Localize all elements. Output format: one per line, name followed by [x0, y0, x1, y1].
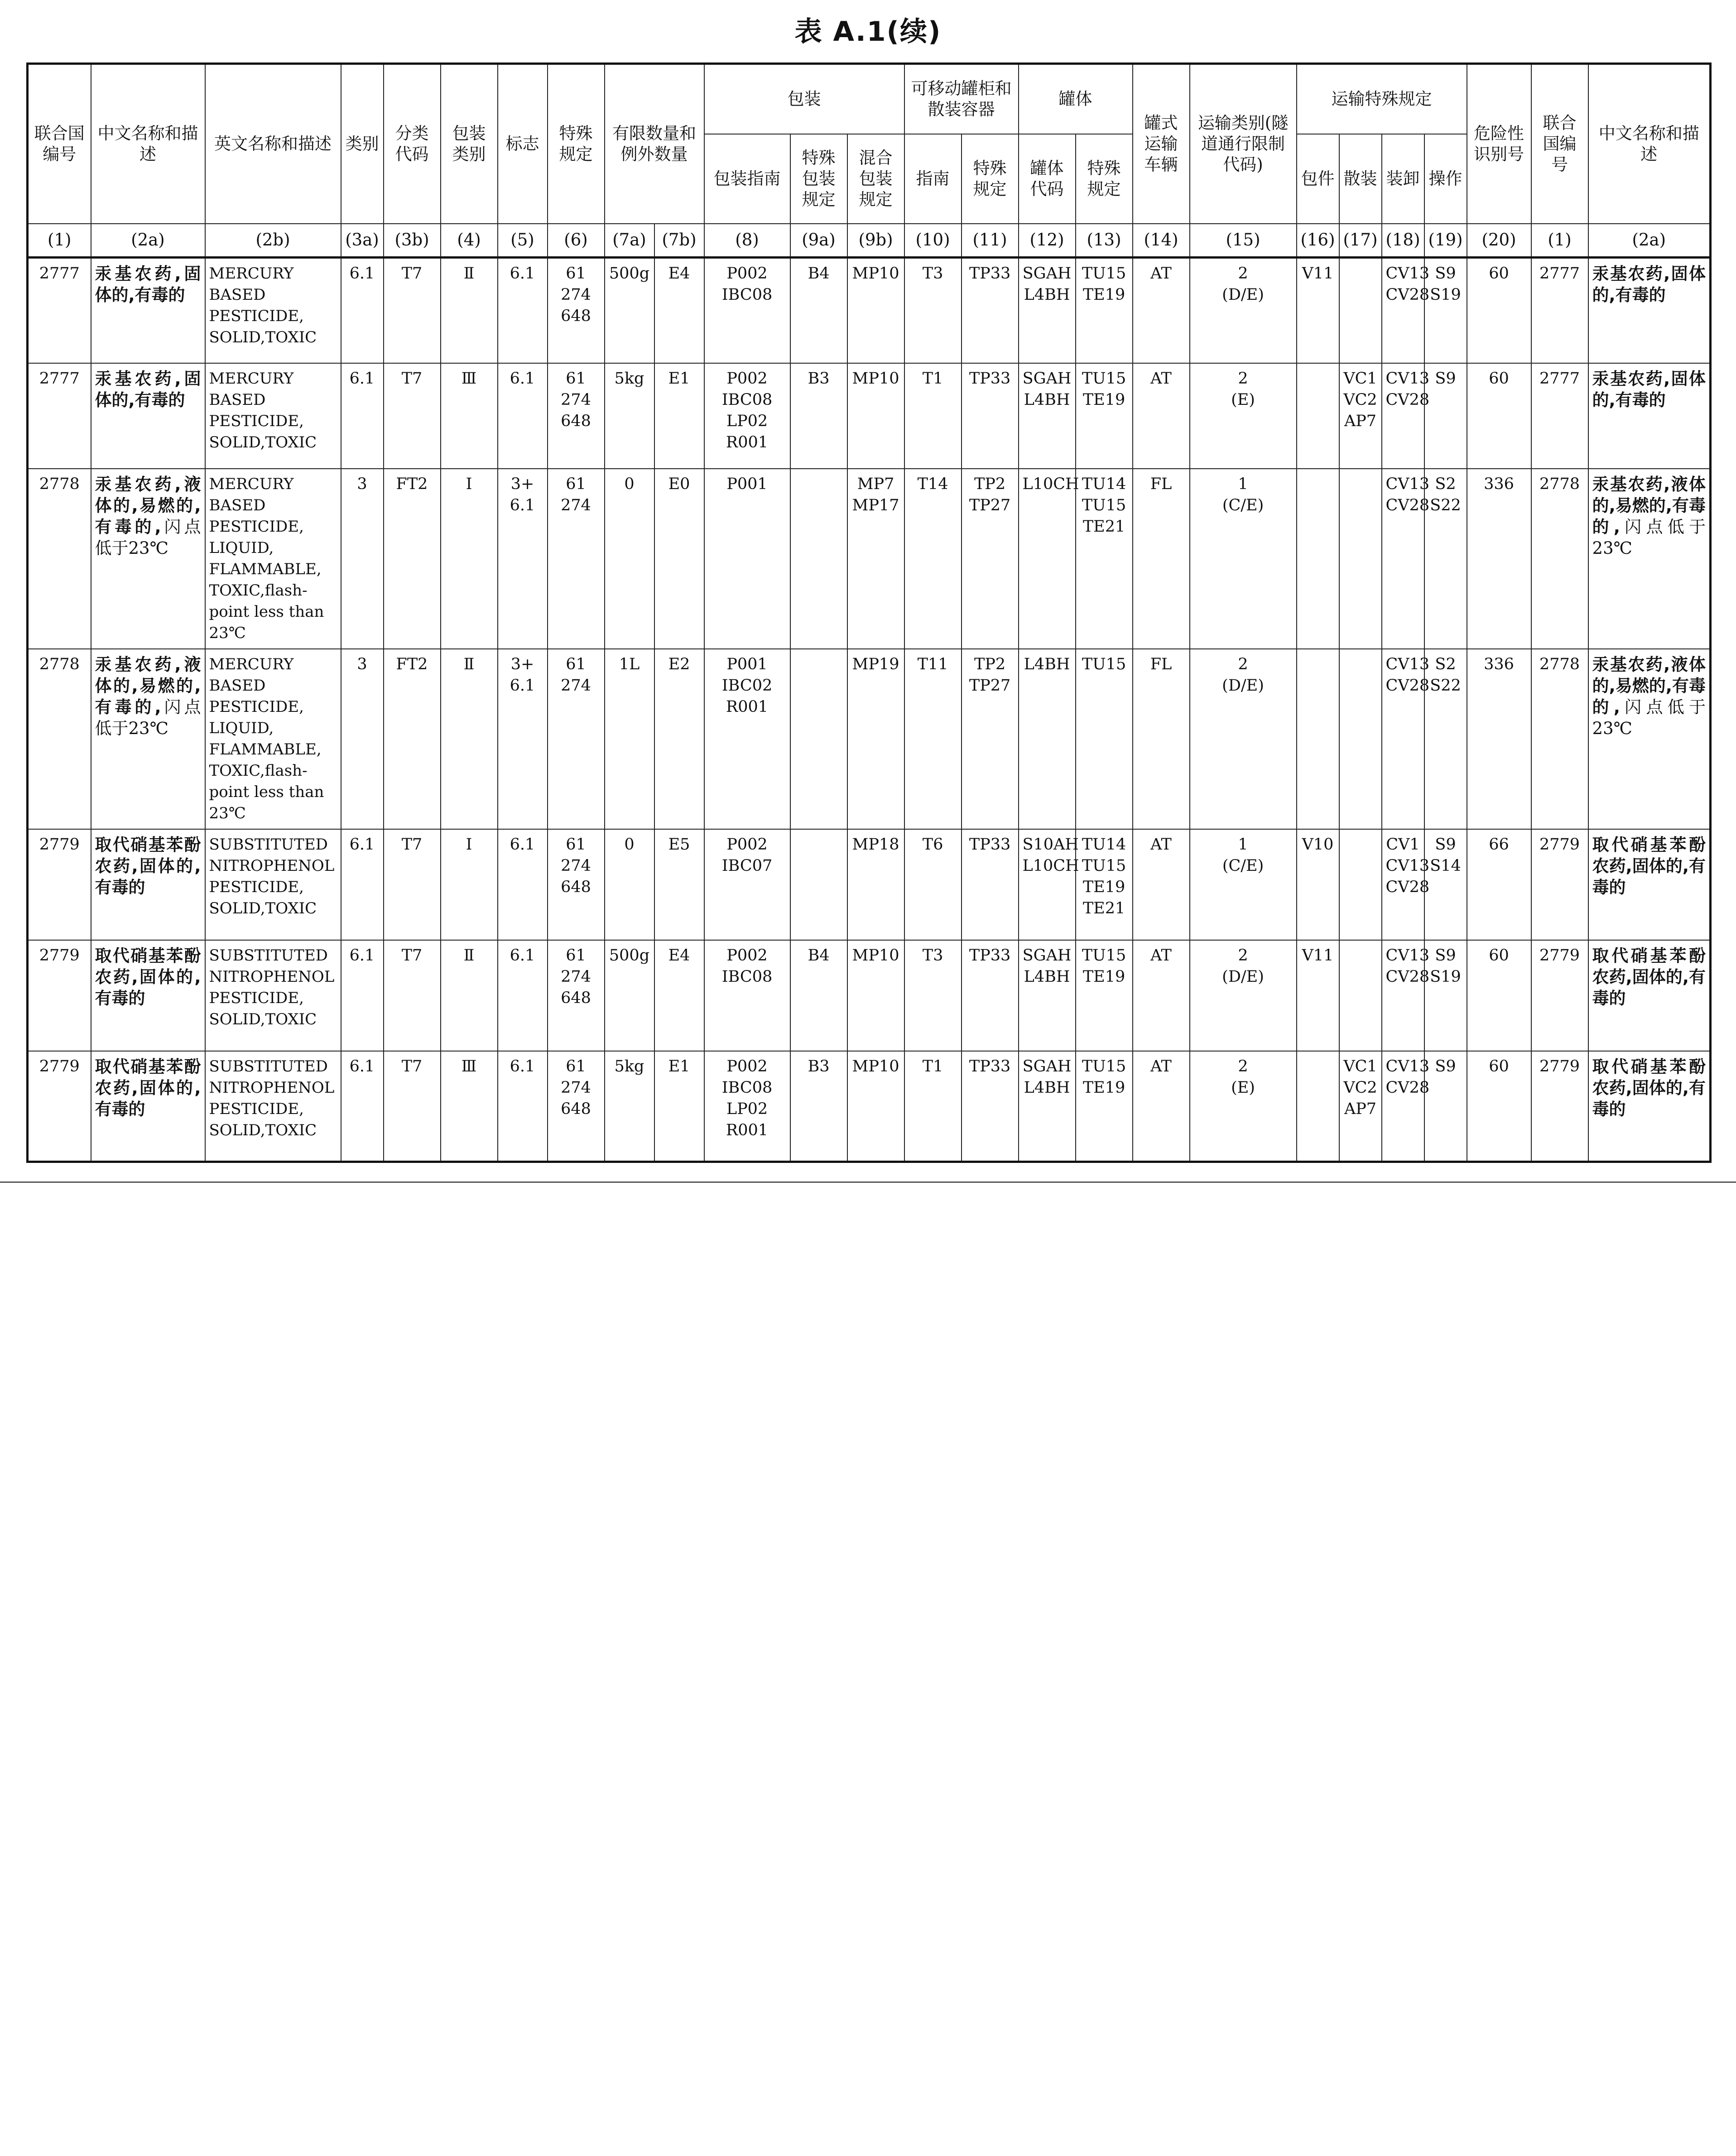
- header-loading-unloading: 装卸: [1382, 134, 1424, 224]
- header-bulk: 散装: [1339, 134, 1382, 224]
- header-un-number: 联合国编号: [28, 64, 91, 224]
- header-hazard-id-number: 危险性识别号: [1467, 64, 1531, 224]
- chinese-name-text: 汞基农药,液体的,易燃的,有毒的,: [1592, 654, 1706, 717]
- un-number-right-cell: 2779: [1531, 1051, 1588, 1162]
- hazard-id-number-cell: 60: [1467, 363, 1531, 469]
- portable-tank-special-provisions-cell: TP2 TP27: [962, 649, 1019, 829]
- column-number: (3a): [341, 224, 384, 258]
- header-special-provisions: 特殊规定: [548, 64, 605, 224]
- special-packing-provisions-cell: B4: [790, 258, 847, 363]
- chinese-name-text: 取代硝基苯酚农药,固体的,有毒的: [1592, 1056, 1706, 1119]
- hazard-id-number-cell: 66: [1467, 829, 1531, 940]
- page-title: 表 A.1(续): [794, 16, 942, 48]
- column-number: (9b): [847, 224, 904, 258]
- special-packing-provisions-cell: B3: [790, 363, 847, 469]
- excepted-quantity-cell: E4: [654, 258, 704, 363]
- tank-special-provisions-cell: TU14 TU15 TE21: [1076, 469, 1133, 649]
- table-body: [28, 258, 1711, 1162]
- un-number-right-cell: 2779: [1531, 829, 1588, 940]
- column-number: (9a): [790, 224, 847, 258]
- chinese-name-right-cell: [1588, 829, 1711, 940]
- limited-quantity-cell: 5kg: [605, 1051, 654, 1162]
- tank-special-provisions-cell: TU15 TE19: [1076, 363, 1133, 469]
- hazard-id-number-cell: 336: [1467, 469, 1531, 649]
- packages-provision-cell: [1297, 363, 1339, 469]
- packages-provision-cell: [1297, 1051, 1339, 1162]
- tank-special-provisions-cell: TU15 TE19: [1076, 258, 1133, 363]
- chinese-name-text: 汞基农药,固体的,有毒的: [1592, 369, 1706, 410]
- excepted-quantity-cell: E1: [654, 363, 704, 469]
- packages-provision-cell: [1297, 469, 1339, 649]
- header-special-transport-provisions: 运输特殊规定: [1297, 64, 1467, 134]
- header-special-packing-provisions: 特殊包装规定: [790, 134, 847, 224]
- classification-code-cell: T7: [384, 829, 441, 940]
- header-operation: 操作: [1424, 134, 1467, 224]
- tank-vehicle-cell: FL: [1133, 649, 1190, 829]
- un-number-cell: 2779: [28, 829, 91, 940]
- column-number: (8): [704, 224, 790, 258]
- special-provisions-cell: 61 274 648: [548, 1051, 605, 1162]
- tank-special-provisions-cell: TU15 TE19: [1076, 940, 1133, 1051]
- portable-tank-special-provisions-cell: TP33: [962, 1051, 1019, 1162]
- flash-point-text: 闪点低于23℃: [95, 517, 201, 558]
- transport-category-cell: 2 (D/E): [1190, 649, 1297, 829]
- chinese-name-text: 取代硝基苯酚农药,固体的,有毒的: [95, 835, 201, 897]
- limited-quantity-cell: 5kg: [605, 363, 654, 469]
- hazard-id-number-cell: 60: [1467, 258, 1531, 363]
- chinese-name-text: 取代硝基苯酚农药,固体的,有毒的: [1592, 835, 1706, 897]
- tank-code-cell: SGAH L4BH: [1019, 1051, 1076, 1162]
- loading-provision-cell: CV13 CV28: [1382, 940, 1424, 1051]
- chinese-name-text: 汞基农药,固体的,有毒的: [1592, 264, 1706, 305]
- portable-tank-special-provisions-cell: TP2 TP27: [962, 469, 1019, 649]
- classification-code-cell: T7: [384, 363, 441, 469]
- class-cell: 6.1: [341, 363, 384, 469]
- column-number: (4): [441, 224, 498, 258]
- mixed-packing-provisions-cell: MP19: [847, 649, 904, 829]
- header-transport-category: 运输类别(隧道通行限制代码): [1190, 64, 1297, 224]
- english-name-cell: MERCURY BASED PESTICIDE, SOLID,TOXIC: [205, 363, 341, 469]
- loading-provision-cell: CV13 CV28: [1382, 258, 1424, 363]
- chinese-name-text: 取代硝基苯酚农药,固体的,有毒的: [95, 946, 201, 1008]
- header-classification-code: 分类代码: [384, 64, 441, 224]
- header-portable-tank-special-provisions: 特殊规定: [962, 134, 1019, 224]
- portable-tank-special-provisions-cell: TP33: [962, 940, 1019, 1051]
- column-number: (1): [1531, 224, 1588, 258]
- transport-category-cell: 2 (E): [1190, 1051, 1297, 1162]
- operation-provision-cell: S9 S14: [1424, 829, 1467, 940]
- chinese-name-cell: [91, 258, 205, 363]
- mixed-packing-provisions-cell: MP10: [847, 940, 904, 1051]
- portable-tank-special-provisions-cell: TP33: [962, 258, 1019, 363]
- packing-group-cell: Ⅱ: [441, 649, 498, 829]
- loading-provision-cell: CV1 CV13 CV28: [1382, 829, 1424, 940]
- chinese-name-text: 取代硝基苯酚农药,固体的,有毒的: [1592, 946, 1706, 1008]
- column-number: (10): [904, 224, 962, 258]
- operation-provision-cell: S9 S19: [1424, 940, 1467, 1051]
- un-number-cell: 2777: [28, 363, 91, 469]
- table-row: [28, 649, 1711, 829]
- tank-vehicle-cell: FL: [1133, 469, 1190, 649]
- chinese-name-cell: [91, 829, 205, 940]
- column-number-row: [28, 224, 1711, 258]
- un-number-cell: 2777: [28, 258, 91, 363]
- classification-code-cell: FT2: [384, 649, 441, 829]
- un-number-cell: 2778: [28, 649, 91, 829]
- un-number-right-cell: 2779: [1531, 940, 1588, 1051]
- flash-point-text: 闪点低于23℃: [1592, 517, 1706, 558]
- packages-provision-cell: V11: [1297, 258, 1339, 363]
- class-cell: 6.1: [341, 258, 384, 363]
- header-tank-vehicle: 罐式运输车辆: [1133, 64, 1190, 224]
- limited-quantity-cell: 0: [605, 829, 654, 940]
- column-number: (15): [1190, 224, 1297, 258]
- english-name-cell: SUBSTITUTED NITROPHENOL PESTICIDE, SOLID,TOXIC: [205, 829, 341, 940]
- tank-vehicle-cell: AT: [1133, 829, 1190, 940]
- column-number: (7a): [605, 224, 654, 258]
- limited-quantity-cell: 1L: [605, 649, 654, 829]
- bulk-provision-cell: [1339, 829, 1382, 940]
- tank-code-cell: SGAH L4BH: [1019, 258, 1076, 363]
- column-number: (14): [1133, 224, 1190, 258]
- header-class: 类别: [341, 64, 384, 224]
- chinese-name-cell: [91, 469, 205, 649]
- un-number-right-cell: 2777: [1531, 363, 1588, 469]
- tank-code-cell: SGAH L4BH: [1019, 363, 1076, 469]
- packages-provision-cell: V10: [1297, 829, 1339, 940]
- labels-cell: 3+ 6.1: [498, 649, 548, 829]
- special-packing-provisions-cell: [790, 469, 847, 649]
- header-tank-code: 罐体代码: [1019, 134, 1076, 224]
- packing-group-cell: Ⅲ: [441, 1051, 498, 1162]
- loading-provision-cell: CV13 CV28: [1382, 469, 1424, 649]
- portable-tank-instruction-cell: T14: [904, 469, 962, 649]
- column-number: (12): [1019, 224, 1076, 258]
- header-packing-group: 包装类别: [441, 64, 498, 224]
- packing-instructions-cell: P002 IBC08: [704, 940, 790, 1051]
- chinese-name-text: 汞基农药,液体的,易燃的,有毒的,: [95, 474, 201, 537]
- packing-group-cell: Ⅲ: [441, 363, 498, 469]
- tank-code-cell: SGAH L4BH: [1019, 940, 1076, 1051]
- hazard-id-number-cell: 336: [1467, 649, 1531, 829]
- transport-category-cell: 1 (C/E): [1190, 829, 1297, 940]
- packing-instructions-cell: P002 IBC08: [704, 258, 790, 363]
- special-packing-provisions-cell: [790, 649, 847, 829]
- packing-group-cell: Ⅱ: [441, 258, 498, 363]
- english-name-cell: SUBSTITUTED NITROPHENOL PESTICIDE, SOLID,TOXIC: [205, 940, 341, 1051]
- header-chinese-name-right: 中文名称和描述: [1588, 64, 1711, 224]
- packages-provision-cell: [1297, 649, 1339, 829]
- special-provisions-cell: 61 274: [548, 649, 605, 829]
- portable-tank-instruction-cell: T3: [904, 940, 962, 1051]
- packages-provision-cell: V11: [1297, 940, 1339, 1051]
- header-packages: 包件: [1297, 134, 1339, 224]
- mixed-packing-provisions-cell: MP10: [847, 1051, 904, 1162]
- header-tank-special-provisions: 特殊规定: [1076, 134, 1133, 224]
- un-number-cell: 2778: [28, 469, 91, 649]
- header-chinese-name: 中文名称和描述: [91, 64, 205, 224]
- portable-tank-special-provisions-cell: TP33: [962, 829, 1019, 940]
- tank-special-provisions-cell: TU15: [1076, 649, 1133, 829]
- chinese-name-cell: [91, 363, 205, 469]
- labels-cell: 6.1: [498, 258, 548, 363]
- packing-instructions-cell: P001 IBC02 R001: [704, 649, 790, 829]
- flash-point-text: 闪点低于23℃: [95, 697, 201, 738]
- table-row: [28, 940, 1711, 1051]
- excepted-quantity-cell: E5: [654, 829, 704, 940]
- header-portable-tank-instructions: 指南: [904, 134, 962, 224]
- un-number-right-cell: 2778: [1531, 649, 1588, 829]
- un-number-right-cell: 2777: [1531, 258, 1588, 363]
- un-number-cell: 2779: [28, 1051, 91, 1162]
- mixed-packing-provisions-cell: MP7 MP17: [847, 469, 904, 649]
- classification-code-cell: T7: [384, 258, 441, 363]
- operation-provision-cell: S2 S22: [1424, 649, 1467, 829]
- english-name-cell: MERCURY BASED PESTICIDE, LIQUID, FLAMMABLE, TOXIC,flash- point less than 23℃: [205, 469, 341, 649]
- bulk-provision-cell: [1339, 258, 1382, 363]
- excepted-quantity-cell: E1: [654, 1051, 704, 1162]
- tank-special-provisions-cell: TU15 TE19: [1076, 1051, 1133, 1162]
- special-provisions-cell: 61 274 648: [548, 258, 605, 363]
- header-english-name: 英文名称和描述: [205, 64, 341, 224]
- table-row: [28, 1051, 1711, 1162]
- bulk-provision-cell: VC1 VC2 AP7: [1339, 363, 1382, 469]
- column-number: (17): [1339, 224, 1382, 258]
- classification-code-cell: T7: [384, 1051, 441, 1162]
- chinese-name-right-cell: [1588, 258, 1711, 363]
- chinese-name-right-cell: [1588, 363, 1711, 469]
- transport-category-cell: 2 (E): [1190, 363, 1297, 469]
- transport-category-cell: 2 (D/E): [1190, 940, 1297, 1051]
- limited-quantity-cell: 500g: [605, 940, 654, 1051]
- operation-provision-cell: S9 S19: [1424, 258, 1467, 363]
- special-packing-provisions-cell: [790, 829, 847, 940]
- loading-provision-cell: CV13 CV28: [1382, 1051, 1424, 1162]
- operation-provision-cell: S2 S22: [1424, 469, 1467, 649]
- loading-provision-cell: CV13 CV28: [1382, 363, 1424, 469]
- english-name-cell: SUBSTITUTED NITROPHENOL PESTICIDE, SOLID,TOXIC: [205, 1051, 341, 1162]
- header-labels: 标志: [498, 64, 548, 224]
- special-provisions-cell: 61 274 648: [548, 363, 605, 469]
- chinese-name-text: 汞基农药,固体的,有毒的: [95, 369, 201, 410]
- column-number: (18): [1382, 224, 1424, 258]
- packing-instructions-cell: P002 IBC08 LP02 R001: [704, 363, 790, 469]
- tank-code-cell: S10AH L10CH: [1019, 829, 1076, 940]
- bulk-provision-cell: [1339, 940, 1382, 1051]
- labels-cell: 6.1: [498, 363, 548, 469]
- class-cell: 6.1: [341, 1051, 384, 1162]
- mixed-packing-provisions-cell: MP10: [847, 258, 904, 363]
- header-portable-tanks-group: 可移动罐柜和散装容器: [904, 64, 1019, 134]
- special-provisions-cell: 61 274 648: [548, 940, 605, 1051]
- class-cell: 6.1: [341, 940, 384, 1051]
- chinese-name-cell: [91, 649, 205, 829]
- portable-tank-special-provisions-cell: TP33: [962, 363, 1019, 469]
- chinese-name-text: 取代硝基苯酚农药,固体的,有毒的: [95, 1056, 201, 1119]
- header-tank-group: 罐体: [1019, 64, 1133, 134]
- hazard-id-number-cell: 60: [1467, 1051, 1531, 1162]
- class-cell: 6.1: [341, 829, 384, 940]
- english-name-cell: MERCURY BASED PESTICIDE, LIQUID, FLAMMABLE, TOXIC,flash- point less than 23℃: [205, 649, 341, 829]
- un-number-right-cell: 2778: [1531, 469, 1588, 649]
- special-provisions-cell: 61 274: [548, 469, 605, 649]
- column-number: (19): [1424, 224, 1467, 258]
- header-un-number-right: 联合国编号: [1531, 64, 1588, 224]
- column-number: (2b): [205, 224, 341, 258]
- special-packing-provisions-cell: B4: [790, 940, 847, 1051]
- portable-tank-instruction-cell: T11: [904, 649, 962, 829]
- packing-group-cell: Ⅰ: [441, 469, 498, 649]
- loading-provision-cell: CV13 CV28: [1382, 649, 1424, 829]
- bulk-provision-cell: [1339, 649, 1382, 829]
- chinese-name-text: 汞基农药,固体的,有毒的: [95, 264, 201, 305]
- mixed-packing-provisions-cell: MP10: [847, 363, 904, 469]
- column-number: (20): [1467, 224, 1531, 258]
- tank-vehicle-cell: AT: [1133, 363, 1190, 469]
- portable-tank-instruction-cell: T3: [904, 258, 962, 363]
- portable-tank-instruction-cell: T1: [904, 1051, 962, 1162]
- portable-tank-instruction-cell: T6: [904, 829, 962, 940]
- dangerous-goods-table: [26, 62, 1712, 1163]
- hazard-id-number-cell: 60: [1467, 940, 1531, 1051]
- header-packaging-group: 包装: [704, 64, 904, 134]
- table-row: [28, 469, 1711, 649]
- chinese-name-right-cell: [1588, 940, 1711, 1051]
- classification-code-cell: T7: [384, 940, 441, 1051]
- labels-cell: 6.1: [498, 1051, 548, 1162]
- packing-group-cell: Ⅰ: [441, 829, 498, 940]
- column-number: (3b): [384, 224, 441, 258]
- operation-provision-cell: S9: [1424, 363, 1467, 469]
- column-number: (2a): [1588, 224, 1711, 258]
- special-provisions-cell: 61 274 648: [548, 829, 605, 940]
- column-number: (5): [498, 224, 548, 258]
- class-cell: 3: [341, 469, 384, 649]
- portable-tank-instruction-cell: T1: [904, 363, 962, 469]
- column-number: (16): [1297, 224, 1339, 258]
- chinese-name-right-cell: [1588, 469, 1711, 649]
- un-number-cell: 2779: [28, 940, 91, 1051]
- limited-quantity-cell: 500g: [605, 258, 654, 363]
- column-number: (6): [548, 224, 605, 258]
- tank-vehicle-cell: AT: [1133, 258, 1190, 363]
- classification-code-cell: FT2: [384, 469, 441, 649]
- tank-code-cell: L10CH: [1019, 469, 1076, 649]
- header-limited-excepted-quantities: 有限数量和例外数量: [605, 64, 704, 224]
- column-number: (11): [962, 224, 1019, 258]
- packing-instructions-cell: P002 IBC08 LP02 R001: [704, 1051, 790, 1162]
- class-cell: 3: [341, 649, 384, 829]
- header-packing-instructions: 包装指南: [704, 134, 790, 224]
- mixed-packing-provisions-cell: MP18: [847, 829, 904, 940]
- special-packing-provisions-cell: B3: [790, 1051, 847, 1162]
- column-number: (13): [1076, 224, 1133, 258]
- transport-category-cell: 2 (D/E): [1190, 258, 1297, 363]
- limited-quantity-cell: 0: [605, 469, 654, 649]
- operation-provision-cell: S9: [1424, 1051, 1467, 1162]
- chinese-name-text: 汞基农药,液体的,易燃的,有毒的,: [1592, 474, 1706, 537]
- labels-cell: 3+ 6.1: [498, 469, 548, 649]
- labels-cell: 6.1: [498, 829, 548, 940]
- header-mixed-packing-provisions: 混合包装规定: [847, 134, 904, 224]
- excepted-quantity-cell: E4: [654, 940, 704, 1051]
- chinese-name-right-cell: [1588, 649, 1711, 829]
- tank-vehicle-cell: AT: [1133, 940, 1190, 1051]
- chinese-name-right-cell: [1588, 1051, 1711, 1162]
- column-number: (7b): [654, 224, 704, 258]
- excepted-quantity-cell: E0: [654, 469, 704, 649]
- english-name-cell: MERCURY BASED PESTICIDE, SOLID,TOXIC: [205, 258, 341, 363]
- flash-point-text: 闪点低于23℃: [1592, 697, 1706, 738]
- tank-vehicle-cell: AT: [1133, 1051, 1190, 1162]
- transport-category-cell: 1 (C/E): [1190, 469, 1297, 649]
- chinese-name-cell: [91, 1051, 205, 1162]
- chinese-name-text: 汞基农药,液体的,易燃的,有毒的,: [95, 654, 201, 717]
- table-row: [28, 363, 1711, 469]
- excepted-quantity-cell: E2: [654, 649, 704, 829]
- table-row: [28, 829, 1711, 940]
- tank-code-cell: L4BH: [1019, 649, 1076, 829]
- column-number: (2a): [91, 224, 205, 258]
- packing-group-cell: Ⅱ: [441, 940, 498, 1051]
- column-number: (1): [28, 224, 91, 258]
- tank-special-provisions-cell: TU14 TU15 TE19 TE21: [1076, 829, 1133, 940]
- labels-cell: 6.1: [498, 940, 548, 1051]
- packing-instructions-cell: P002 IBC07: [704, 829, 790, 940]
- table-row: [28, 258, 1711, 363]
- bulk-provision-cell: VC1 VC2 AP7: [1339, 1051, 1382, 1162]
- packing-instructions-cell: P001: [704, 469, 790, 649]
- page-divider: [0, 1181, 1736, 1183]
- bulk-provision-cell: [1339, 469, 1382, 649]
- chinese-name-cell: [91, 940, 205, 1051]
